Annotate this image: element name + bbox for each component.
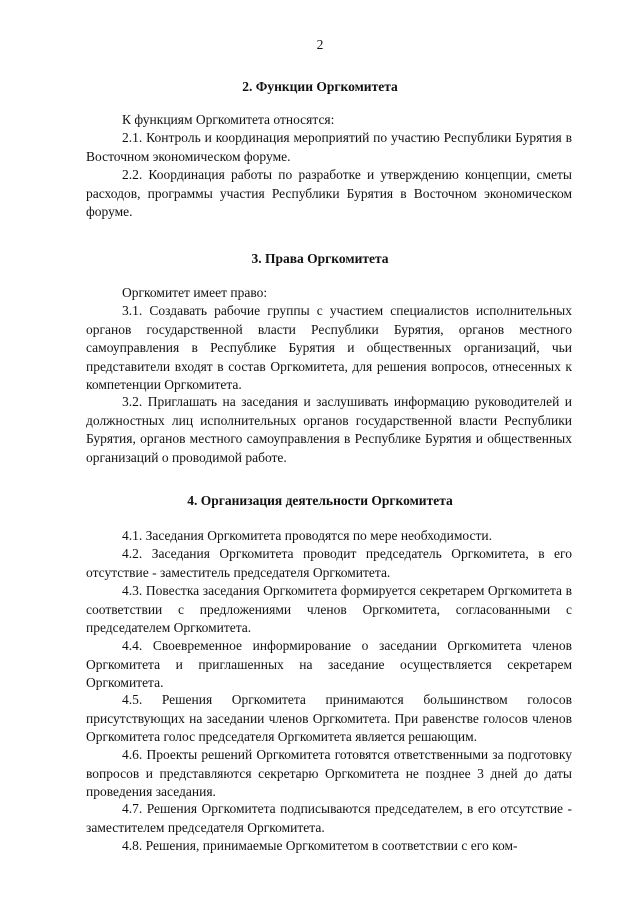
section-3-intro: Оргкомитет имеет право:: [122, 285, 268, 300]
section-2-heading: 2. Функции Оргкомитета: [242, 79, 398, 94]
section-2-item-2: 2.2. Координация работы по разработке и утверждению концепции, сметы расходов, программы участия Республики Бурятия в Восточном экономическом форуме.: [86, 167, 572, 219]
page-number: 2: [316, 37, 324, 52]
section-4-item-7: 4.7. Решения Оргкомитета подписываются председателем, в его отсутствие - заместителем председателя Оргкомитета.: [86, 801, 572, 835]
section-3-item-2: 3.2. Приглашать на заседания и заслушивать информацию руководителей и должностных лиц исполнительных органов государственной власти Республики Бурятия, органов местного самоуправления в Республике Бурятия и общественных организаций о проводимой работе.: [86, 394, 572, 465]
section-4-heading: 4. Организация деятельности Оргкомитета: [187, 493, 453, 508]
section-2-intro: К функциям Оргкомитета относятся:: [122, 112, 335, 127]
section-4-item-1: 4.1. Заседания Оргкомитета проводятся по мере необходимости.: [122, 528, 492, 543]
section-3-heading: 3. Права Оргкомитета: [251, 251, 389, 266]
section-4-item-6: 4.6. Проекты решений Оргкомитета готовятся ответственными за подготовку вопросов и представляются секретарю Оргкомитета не позднее 3 дней до даты проведения заседания.: [86, 747, 572, 799]
section-4-item-5: 4.5. Решения Оргкомитета принимаются большинством голосов присутствующих на заседании членов Оргкомитета. При равенстве голосов членов Оргкомитета голос председателя Оргкомитета является решающим.: [86, 692, 572, 744]
section-3-item-1: 3.1. Создавать рабочие группы с участием специалистов исполнительных органов государственной власти Республики Бурятия, органов местного самоуправления в Республике Бурятия и общественных организаций, чьи представители входят в состав Оргкомитета, для решения вопросов, отнесенных к компетенции Оргкомитета.: [86, 303, 572, 392]
section-4-item-4: 4.4. Своевременное информирование о заседании Оргкомитета членов Оргкомитета и приглашенных на заседание осуществляется секретарем Оргкомитета.: [86, 638, 572, 690]
section-2-item-1: 2.1. Контроль и координация мероприятий по участию Республики Бурятия в Восточном экономическом форуме.: [86, 130, 572, 164]
section-4-item-8: 4.8. Решения, принимаемые Оргкомитетом в соответствии с его ком-: [122, 838, 518, 853]
section-4-item-3: 4.3. Повестка заседания Оргкомитета формируется секретарем Оргкомитета в соответствии с предложениями членов Оргкомитета, согласованными с председателем Оргкомитета.: [86, 583, 572, 635]
section-4-item-2: 4.2. Заседания Оргкомитета проводит председатель Оргкомитета, в его отсутствие - заместитель председателя Оргкомитета.: [86, 546, 572, 580]
